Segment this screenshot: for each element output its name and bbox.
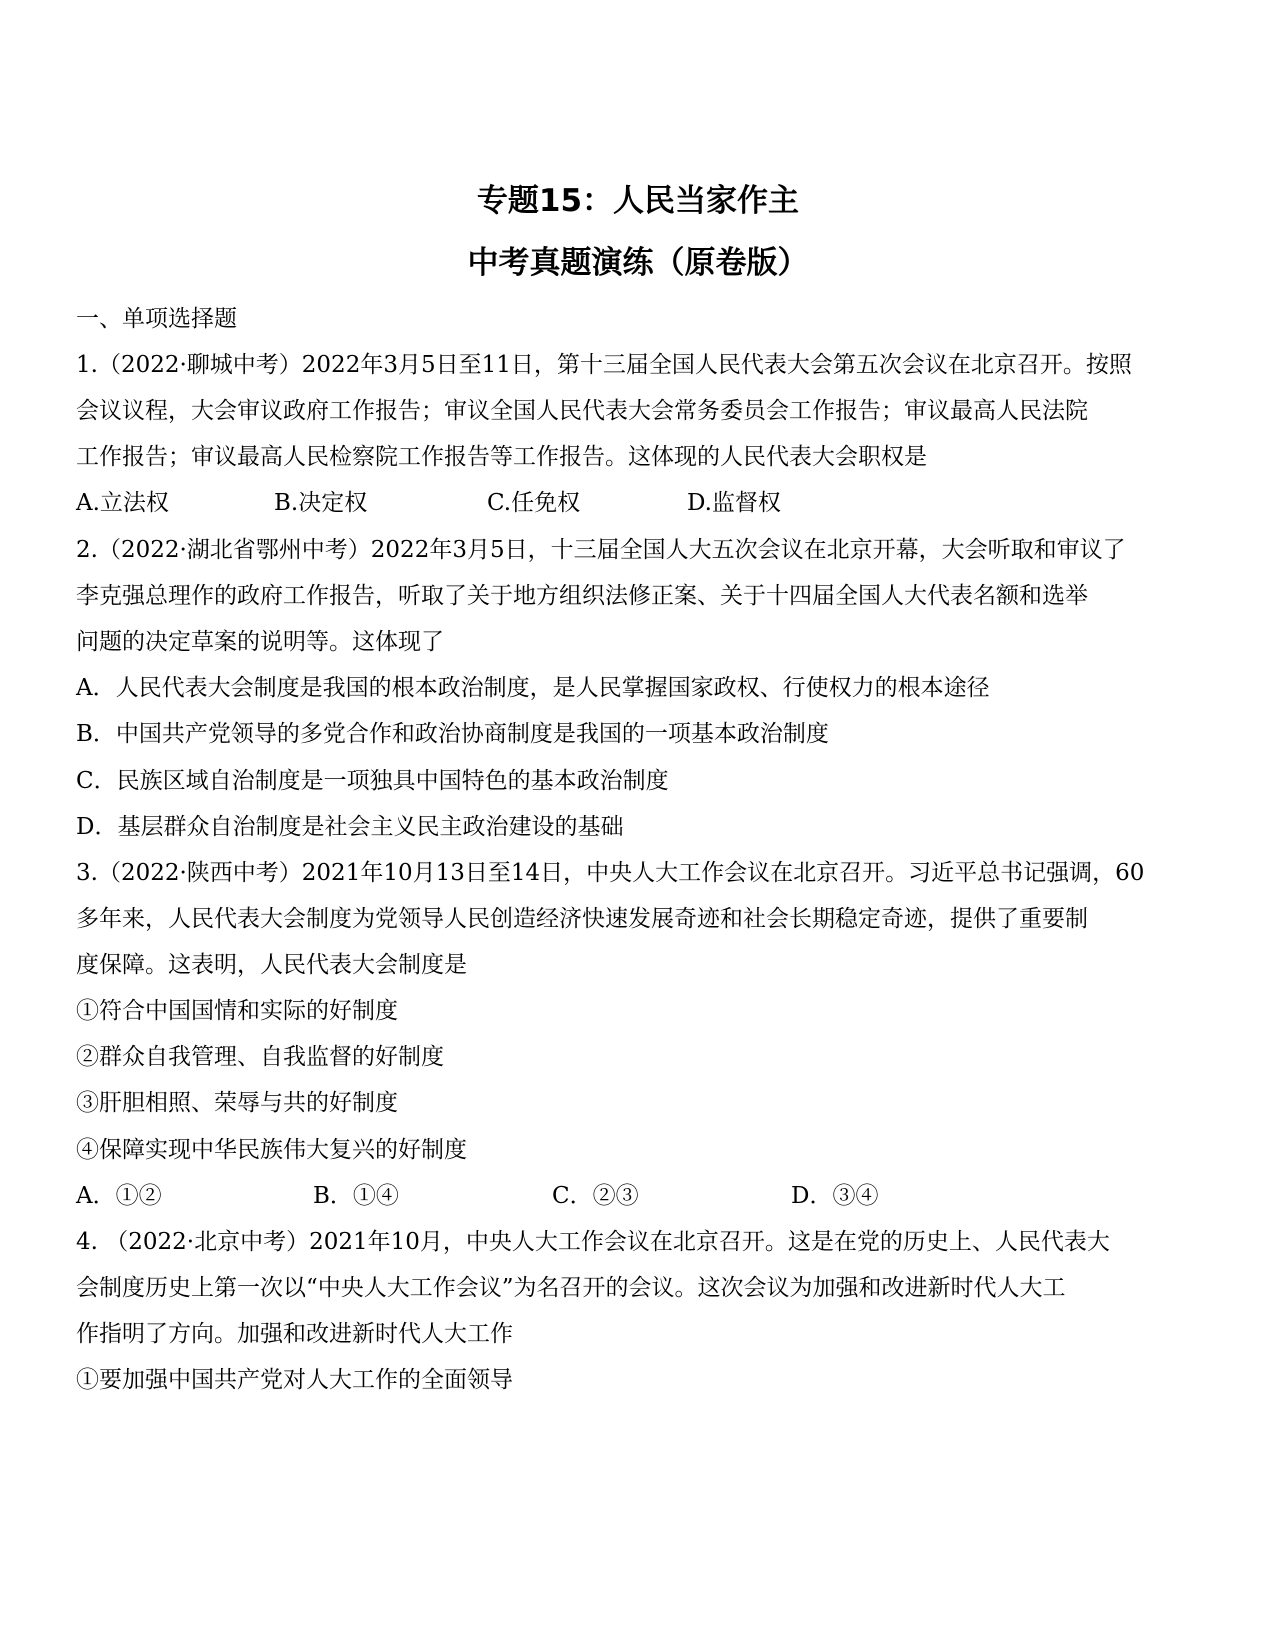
q3-option-c: C．②③: [552, 1183, 639, 1209]
q3-line-1: 3.（2022·陕西中考）2021年10月13日至14日，中央人大工作会议在北京召开。习近平总书记强调，60: [76, 860, 1145, 886]
q1-line-1: 1.（2022·聊城中考）2022年3月5日至11日，第十三届全国人民代表大会第五次会议在北京召开。按照: [76, 352, 1132, 378]
q2-line-2: 李克强总理作的政府工作报告，听取了关于地方组织法修正案、关于十四届全国人大代表名额和选举: [76, 583, 1088, 609]
q1-option-c: C.任免权: [487, 490, 581, 516]
q2-option-c: C．民族区域自治制度是一项独具中国特色的基本政治制度: [76, 768, 669, 794]
q3-line-2: 多年来，人民代表大会制度为党领导人民创造经济快速发展奇迹和社会长期稳定奇迹，提供了重要制: [76, 906, 1088, 932]
q3-option-b: B．①④: [313, 1183, 399, 1209]
q1-option-b: B.决定权: [274, 490, 368, 516]
q4-statement-1: ①要加强中国共产党对人大工作的全面领导: [76, 1367, 513, 1393]
q1-line-2: 会议议程，大会审议政府工作报告；审议全国人民代表大会常务委员会工作报告；审议最高人民法院: [76, 398, 1088, 424]
q3-statement-1: ①符合中国国情和实际的好制度: [76, 998, 398, 1024]
page-subtitle: 中考真题演练（原卷版）: [467, 245, 809, 281]
q3-option-d: D．③④: [791, 1183, 879, 1209]
q2-option-a: A．人民代表大会制度是我国的根本政治制度，是人民掌握国家政权、行使权力的根本途径: [76, 675, 990, 701]
q3-line-3: 度保障。这表明，人民代表大会制度是: [76, 952, 467, 978]
q1-option-d: D.监督权: [687, 490, 781, 516]
q3-option-a: A．①②: [76, 1183, 162, 1209]
q4-line-3: 作指明了方向。加强和改进新时代人大工作: [76, 1321, 513, 1347]
q3-statement-4: ④保障实现中华民族伟大复兴的好制度: [76, 1137, 467, 1163]
q3-statement-2: ②群众自我管理、自我监督的好制度: [76, 1044, 444, 1070]
q4-line-2: 会制度历史上第一次以“中央人大工作会议”为名召开的会议。这次会议为加强和改进新时代人大工: [76, 1275, 1066, 1301]
q2-line-3: 问题的决定草案的说明等。这体现了: [76, 629, 444, 655]
q2-option-b: B．中国共产党领导的多党合作和政治协商制度是我国的一项基本政治制度: [76, 721, 829, 747]
q3-statement-3: ③肝胆相照、荣辱与共的好制度: [76, 1090, 398, 1116]
q1-option-a: A.立法权: [76, 490, 169, 516]
q2-line-1: 2.（2022·湖北省鄂州中考）2022年3月5日，十三届全国人大五次会议在北京开幕，大会听取和审议了: [76, 537, 1126, 563]
q4-line-1: 4. （2022·北京中考）2021年10月，中央人大工作会议在北京召开。这是在党的历史上、人民代表大: [76, 1229, 1110, 1255]
q2-option-d: D．基层群众自治制度是社会主义民主政治建设的基础: [76, 814, 624, 840]
document-page: [76, 0, 1200, 1650]
section-heading: 一、单项选择题: [76, 306, 237, 332]
page-title: 专题15：人民当家作主: [476, 183, 800, 219]
q1-line-3: 工作报告；审议最高人民检察院工作报告等工作报告。这体现的人民代表大会职权是: [76, 444, 927, 470]
